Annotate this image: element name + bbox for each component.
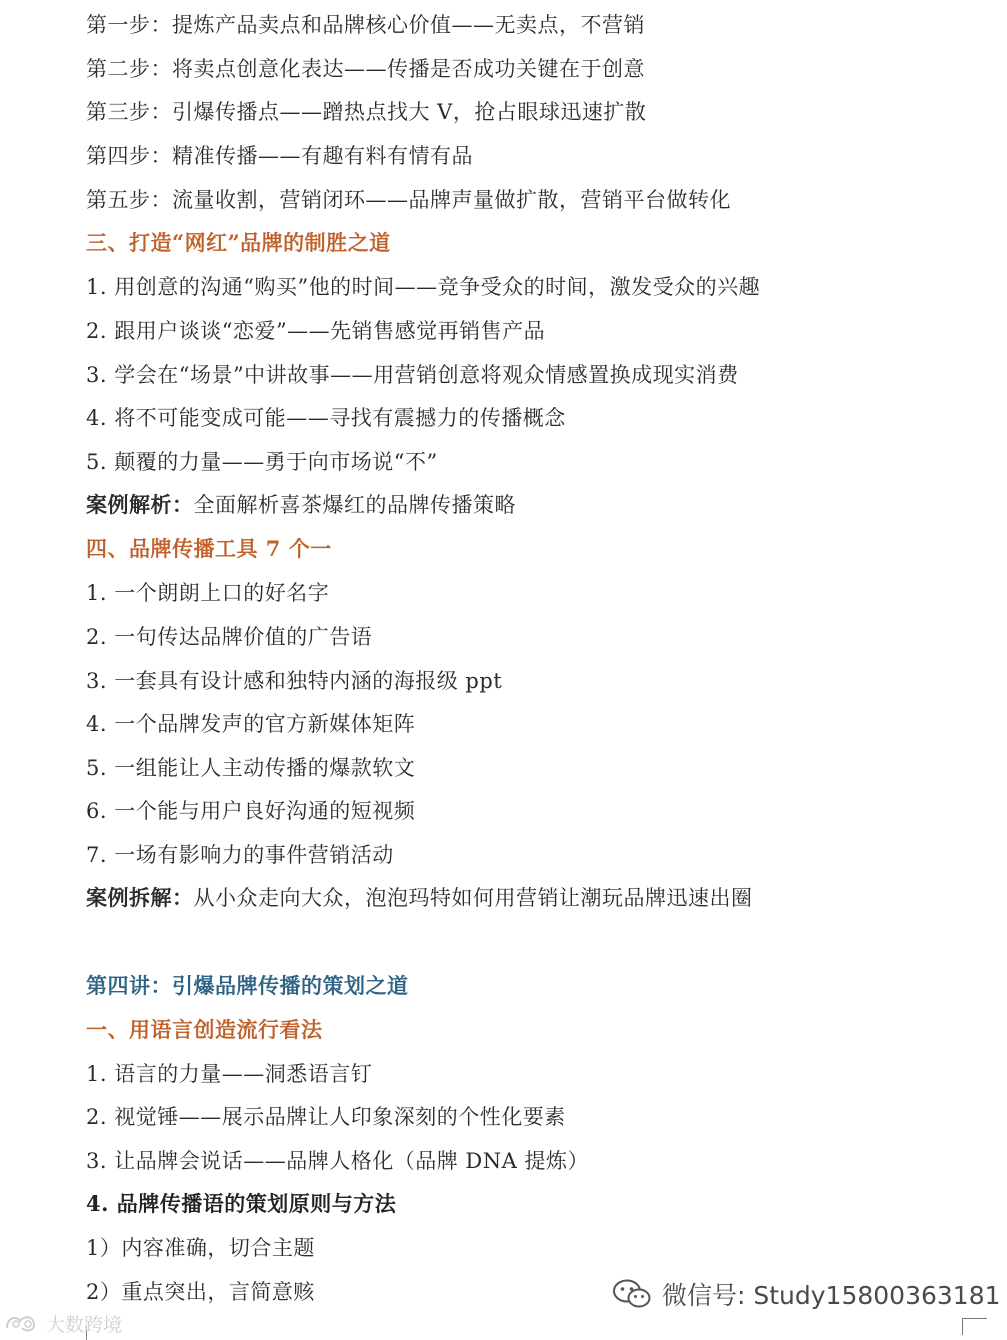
list-item: 1. 用创意的沟通“购买”他的时间——竞争受众的时间，激发受众的兴趣: [86, 275, 761, 299]
case-analysis: [86, 491, 516, 519]
list-item: 7. 一场有影响力的事件营销活动: [86, 843, 394, 867]
list-item: 2. 视觉锤——展示品牌让人印象深刻的个性化要素: [86, 1105, 566, 1129]
list-item: 6. 一个能与用户良好沟通的短视频: [86, 799, 416, 823]
case-breakdown: [86, 884, 753, 912]
list-item: 4. 将不可能变成可能——寻找有震撼力的传播概念: [86, 406, 566, 430]
list-item: 4. 一个品牌发声的官方新媒体矩阵: [86, 712, 416, 736]
step-3: 第三步：引爆传播点——蹭热点找大 V，抢占眼球迅速扩散: [86, 100, 647, 124]
wechat-id: 微信号: Study15800363181: [662, 1281, 1001, 1310]
list-item: 2. 跟用户谈谈“恋爱”——先销售感觉再销售产品: [86, 319, 546, 343]
list-item: 1. 语言的力量——洞悉语言钉: [86, 1062, 373, 1086]
list-item: 5. 颠覆的力量——勇于向市场说“不”: [86, 450, 438, 474]
lecture-heading: 第四讲：引爆品牌传播的策划之道: [86, 973, 409, 998]
step-2: 第二步：将卖点创意化表达——传播是否成功关键在于创意: [86, 57, 645, 81]
section-heading-1: 一、用语言创造流行看法: [86, 1017, 323, 1042]
page-corner-mark: [962, 1318, 987, 1335]
wechat-icon: [612, 1278, 652, 1310]
case-breakdown-text: 从小众走向大众，泡泡玛特如何用营销让潮玩品牌迅速出圈: [193, 886, 753, 910]
list-item: 1. 一个朗朗上口的好名字: [86, 581, 330, 605]
list-item: 3. 一套具有设计感和独特内涵的海报级 ppt: [86, 669, 503, 693]
brand-name: 大数跨境: [46, 1313, 123, 1336]
section-heading-3: 三、打造“网红”品牌的制胜之道: [86, 230, 391, 255]
brand-logo-icon: [4, 1312, 42, 1334]
section-heading-4: 四、品牌传播工具 7 个一: [86, 536, 332, 561]
list-item: 5. 一组能让人主动传播的爆款软文: [86, 756, 416, 780]
step-4: 第四步：精准传播——有趣有料有情有品: [86, 144, 473, 168]
wechat-watermark: [612, 1276, 1001, 1312]
case-analysis-text: 全面解析喜茶爆红的品牌传播策略: [193, 493, 516, 517]
subsection-heading: 4. 品牌传播语的策划原则与方法: [86, 1191, 397, 1216]
brand-watermark: [4, 1310, 122, 1336]
list-item: 3. 让品牌会说话——品牌人格化（品牌 DNA 提炼）: [86, 1149, 589, 1173]
case-breakdown-label: 案例拆解：: [86, 885, 194, 910]
step-1: 第一步：提炼产品卖点和品牌核心价值——无卖点，不营销: [86, 13, 645, 37]
list-item: 2. 一句传达品牌价值的广告语: [86, 625, 373, 649]
step-5: 第五步：流量收割，营销闭环——品牌声量做扩散，营销平台做转化: [86, 188, 731, 212]
list-item: 2）重点突出，言简意赅: [86, 1280, 315, 1304]
case-analysis-label: 案例解析：: [86, 492, 194, 517]
list-item: 3. 学会在“场景”中讲故事——用营销创意将观众情感置换成现实消费: [86, 363, 739, 387]
list-item: 1）内容准确，切合主题: [86, 1236, 315, 1260]
